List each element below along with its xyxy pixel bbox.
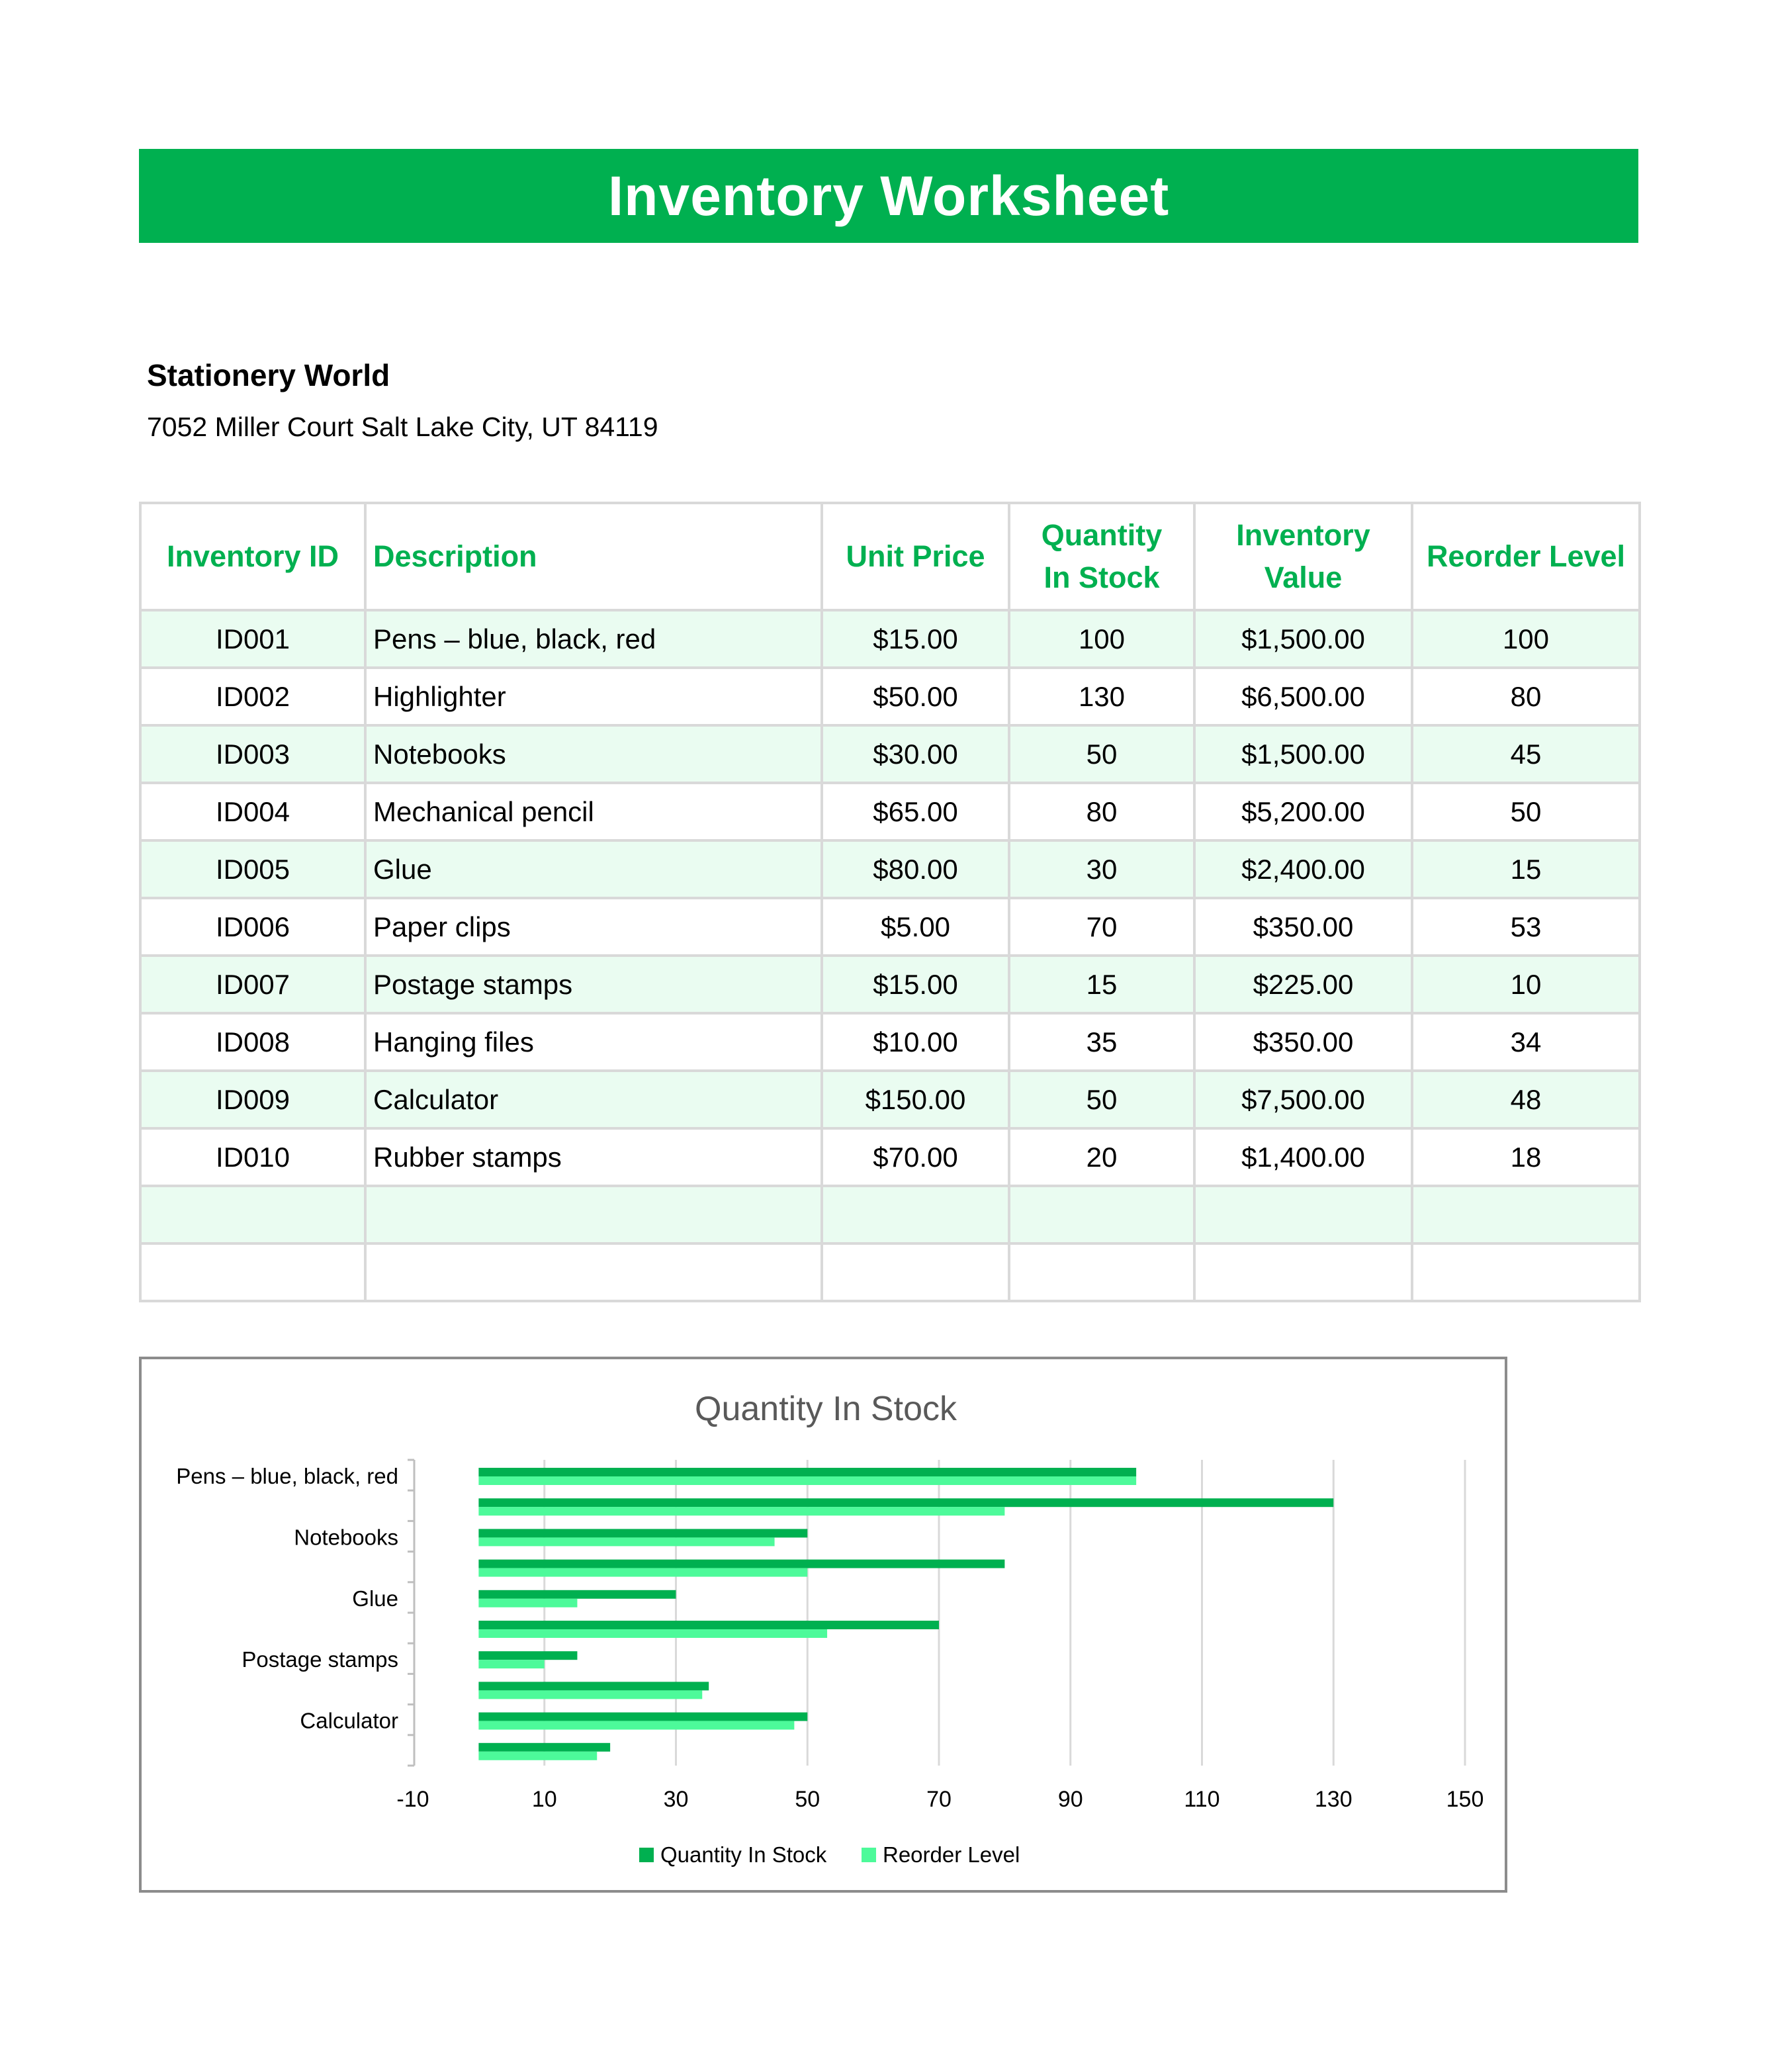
cell-description bbox=[365, 1243, 822, 1301]
cell-reorder-level: 100 bbox=[1412, 610, 1640, 668]
cell-reorder-level: 18 bbox=[1412, 1128, 1640, 1186]
x-tick-label: 130 bbox=[1314, 1787, 1353, 1812]
table-row bbox=[140, 725, 1640, 783]
cell-inventory-id: ID002 bbox=[140, 668, 365, 725]
table-row bbox=[140, 840, 1640, 898]
cell-inventory-value: $7,500.00 bbox=[1194, 1071, 1412, 1128]
bar-quantity bbox=[478, 1621, 939, 1629]
cell-inventory-id: ID003 bbox=[140, 725, 365, 783]
cell-unit-price: $70.00 bbox=[822, 1128, 1009, 1186]
cell-reorder-level: 10 bbox=[1412, 956, 1640, 1013]
table-row bbox=[140, 1186, 1640, 1243]
cell-unit-price: $15.00 bbox=[822, 956, 1009, 1013]
bar-quantity bbox=[478, 1713, 807, 1721]
cell-quantity: 35 bbox=[1009, 1013, 1194, 1071]
cell-description: Rubber stamps bbox=[365, 1128, 822, 1186]
cell-inventory-value: $350.00 bbox=[1194, 1013, 1412, 1071]
bar-reorder bbox=[478, 1629, 827, 1638]
header-inventory-id: Inventory ID bbox=[140, 503, 365, 610]
cell-reorder-level bbox=[1412, 1243, 1640, 1301]
cell-description: Pens – blue, black, red bbox=[365, 610, 822, 668]
cell-inventory-id: ID010 bbox=[140, 1128, 365, 1186]
header-reorder-level: Reorder Level bbox=[1412, 503, 1640, 610]
bar-reorder bbox=[478, 1752, 597, 1760]
table-row bbox=[140, 1071, 1640, 1128]
category-label: Pens – blue, black, red bbox=[176, 1464, 398, 1488]
cell-inventory-id: ID009 bbox=[140, 1071, 365, 1128]
cell-inventory-value: $1,500.00 bbox=[1194, 725, 1412, 783]
header-inventory-value: Inventory Value bbox=[1194, 503, 1412, 610]
cell-description: Glue bbox=[365, 840, 822, 898]
category-label: Postage stamps bbox=[242, 1647, 398, 1672]
x-tick-label: 150 bbox=[1446, 1787, 1484, 1812]
cell-inventory-value bbox=[1194, 1243, 1412, 1301]
quantity-chart bbox=[139, 1357, 1507, 1893]
chart-svg bbox=[142, 1359, 1510, 1895]
chart-title: Quantity In Stock bbox=[695, 1390, 957, 1428]
cell-inventory-value: $6,500.00 bbox=[1194, 668, 1412, 725]
cell-reorder-level: 80 bbox=[1412, 668, 1640, 725]
cell-quantity: 50 bbox=[1009, 1071, 1194, 1128]
cell-quantity: 50 bbox=[1009, 725, 1194, 783]
bar-quantity bbox=[478, 1651, 577, 1660]
cell-description: Calculator bbox=[365, 1071, 822, 1128]
x-tick-label: 30 bbox=[663, 1787, 689, 1812]
header-description: Description bbox=[365, 503, 822, 610]
cell-unit-price: $30.00 bbox=[822, 725, 1009, 783]
table-row bbox=[140, 668, 1640, 725]
header-quantity-in-stock: Quantity In Stock bbox=[1009, 503, 1194, 610]
bar-quantity bbox=[478, 1498, 1333, 1507]
cell-reorder-level: 45 bbox=[1412, 725, 1640, 783]
title-banner bbox=[139, 149, 1638, 243]
cell-inventory-id: ID008 bbox=[140, 1013, 365, 1071]
category-label: Calculator bbox=[300, 1708, 398, 1733]
cell-description: Paper clips bbox=[365, 898, 822, 956]
cell-inventory-id: ID004 bbox=[140, 783, 365, 840]
cell-quantity: 30 bbox=[1009, 840, 1194, 898]
bar-reorder bbox=[478, 1476, 1136, 1485]
bar-reorder bbox=[478, 1721, 794, 1730]
x-tick-label: 110 bbox=[1184, 1787, 1220, 1812]
cell-unit-price: $80.00 bbox=[822, 840, 1009, 898]
cell-inventory-value: $1,400.00 bbox=[1194, 1128, 1412, 1186]
cell-quantity: 100 bbox=[1009, 610, 1194, 668]
cell-inventory-value: $1,500.00 bbox=[1194, 610, 1412, 668]
x-tick-label: 50 bbox=[795, 1787, 820, 1812]
page-title: Inventory Worksheet bbox=[607, 164, 1170, 227]
bar-reorder bbox=[478, 1690, 702, 1699]
cell-inventory-value: $350.00 bbox=[1194, 898, 1412, 956]
cell-inventory-value: $225.00 bbox=[1194, 956, 1412, 1013]
cell-unit-price: $50.00 bbox=[822, 668, 1009, 725]
bar-reorder bbox=[478, 1660, 544, 1668]
cell-inventory-value: $5,200.00 bbox=[1194, 783, 1412, 840]
company-address: 7052 Miller Court Salt Lake City, UT 84119 bbox=[147, 412, 658, 442]
category-label: Notebooks bbox=[294, 1525, 398, 1550]
table-row bbox=[140, 1013, 1640, 1071]
cell-description: Hanging files bbox=[365, 1013, 822, 1071]
cell-inventory-id bbox=[140, 1243, 365, 1301]
legend-label: Quantity In Stock bbox=[660, 1842, 827, 1867]
bar-reorder bbox=[478, 1599, 577, 1607]
cell-description: Mechanical pencil bbox=[365, 783, 822, 840]
bar-quantity bbox=[478, 1590, 676, 1599]
cell-quantity: 70 bbox=[1009, 898, 1194, 956]
cell-inventory-id: ID005 bbox=[140, 840, 365, 898]
cell-quantity bbox=[1009, 1243, 1194, 1301]
bar-reorder bbox=[478, 1537, 774, 1546]
cell-description: Notebooks bbox=[365, 725, 822, 783]
category-label: Glue bbox=[352, 1586, 398, 1611]
cell-reorder-level: 34 bbox=[1412, 1013, 1640, 1071]
cell-inventory-id: ID001 bbox=[140, 610, 365, 668]
cell-unit-price bbox=[822, 1186, 1009, 1243]
bar-quantity bbox=[478, 1529, 807, 1537]
inventory-table bbox=[139, 502, 1641, 1302]
cell-quantity bbox=[1009, 1186, 1194, 1243]
cell-description: Highlighter bbox=[365, 668, 822, 725]
bar-reorder bbox=[478, 1568, 807, 1577]
bar-quantity bbox=[478, 1468, 1136, 1476]
table-row bbox=[140, 1243, 1640, 1301]
cell-unit-price: $10.00 bbox=[822, 1013, 1009, 1071]
cell-unit-price: $5.00 bbox=[822, 898, 1009, 956]
bar-quantity bbox=[478, 1560, 1004, 1568]
cell-inventory-id bbox=[140, 1186, 365, 1243]
header-unit-price: Unit Price bbox=[822, 503, 1009, 610]
cell-quantity: 15 bbox=[1009, 956, 1194, 1013]
table-row bbox=[140, 1128, 1640, 1186]
cell-quantity: 80 bbox=[1009, 783, 1194, 840]
x-tick-label: 90 bbox=[1057, 1787, 1083, 1812]
table-row bbox=[140, 956, 1640, 1013]
bar-quantity bbox=[478, 1682, 709, 1690]
table-row bbox=[140, 783, 1640, 840]
cell-description bbox=[365, 1186, 822, 1243]
cell-unit-price: $150.00 bbox=[822, 1071, 1009, 1128]
cell-unit-price bbox=[822, 1243, 1009, 1301]
cell-inventory-value bbox=[1194, 1186, 1412, 1243]
x-tick-label: 10 bbox=[531, 1787, 557, 1812]
cell-reorder-level: 53 bbox=[1412, 898, 1640, 956]
cell-reorder-level: 48 bbox=[1412, 1071, 1640, 1128]
cell-quantity: 20 bbox=[1009, 1128, 1194, 1186]
legend-label: Reorder Level bbox=[883, 1842, 1020, 1867]
cell-unit-price: $65.00 bbox=[822, 783, 1009, 840]
cell-inventory-id: ID006 bbox=[140, 898, 365, 956]
cell-unit-price: $15.00 bbox=[822, 610, 1009, 668]
legend-swatch bbox=[639, 1848, 654, 1862]
legend-swatch bbox=[862, 1848, 876, 1862]
cell-reorder-level: 50 bbox=[1412, 783, 1640, 840]
cell-description: Postage stamps bbox=[365, 956, 822, 1013]
company-name: Stationery World bbox=[147, 358, 390, 392]
bar-quantity bbox=[478, 1743, 610, 1752]
table-header-row bbox=[140, 503, 1640, 610]
cell-quantity: 130 bbox=[1009, 668, 1194, 725]
x-tick-label: -10 bbox=[396, 1787, 429, 1812]
cell-inventory-value: $2,400.00 bbox=[1194, 840, 1412, 898]
cell-reorder-level: 15 bbox=[1412, 840, 1640, 898]
table-row bbox=[140, 898, 1640, 956]
x-tick-label: 70 bbox=[926, 1787, 952, 1812]
cell-reorder-level bbox=[1412, 1186, 1640, 1243]
table-row bbox=[140, 610, 1640, 668]
bar-reorder bbox=[478, 1507, 1004, 1515]
cell-inventory-id: ID007 bbox=[140, 956, 365, 1013]
